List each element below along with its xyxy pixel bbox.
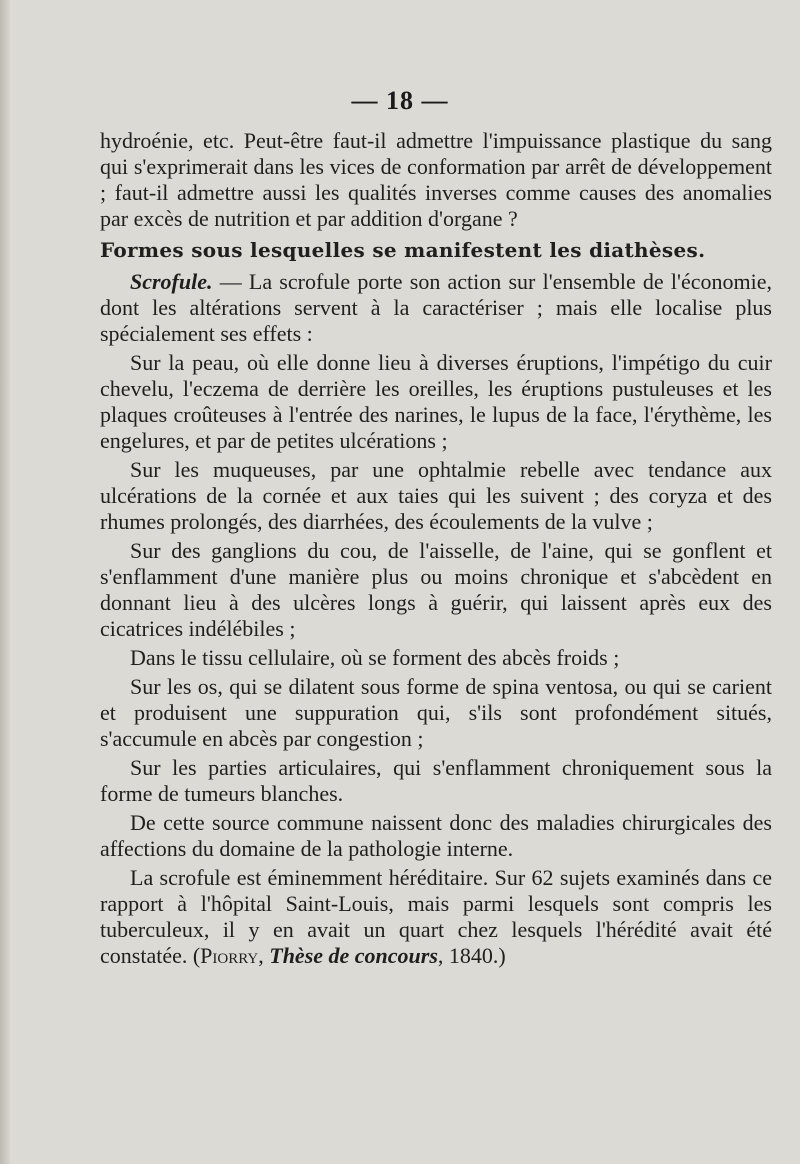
paragraph-muqueuses: Sur les muqueuses, par une ophtalmie rebelle avec tendance aux ulcérations de la cornée et aux taies qui les suivent ; des coryza et des rhumes prolongés, des diarrhées, des écoulements de la vulve ; — [100, 457, 772, 534]
paragraph-intro: hydroénie, etc. Peut-être faut-il admettre l'impuissance plastique du sang qui s'exprimerait dans les vices de conformation par arrêt de développement ; faut-il admettre aussi les qualités inverses comme causes des anomalies par excès de nutrition et par addition d'organe ? — [100, 128, 772, 231]
citation-title: Thèse de concours — [269, 943, 438, 968]
citation-end: , 1840.) — [437, 943, 506, 968]
paragraph-heredite — [100, 865, 772, 969]
paragraph-ganglions: Sur des ganglions du cou, de l'aisselle, de l'aine, qui se gonflent et s'enflamment d'une manière plus ou moins chronique et s'abcèdent en donnant lieu à des ulcères longs à guérir, qui laissent après eux des cicatrices indélébiles ; — [100, 538, 772, 641]
paragraph-os: Sur les os, qui se dilatent sous forme de spina ventosa, ou qui se carient et produisent une suppuration qui, s'ils sont profondément situés, s'accumule en abcès par congestion ; — [100, 674, 772, 751]
paragraph-articulaires: Sur les parties articulaires, qui s'enflamment chroniquement sous la forme de tumeurs blanches. — [100, 755, 772, 806]
paragraph-scrofule-text: — La scrofule porte son action sur l'ensemble de l'économie, dont les altérations servent à la caractériser ; mais elle localise plus spécialement ses effets : — [100, 269, 772, 346]
citation-author: Piorry — [200, 943, 259, 968]
paragraph-source: De cette source commune naissent donc des maladies chirurgicales des affections du domaine de la pathologie interne. — [100, 810, 772, 861]
paragraph-tissu: Dans le tissu cellulaire, où se forment des abcès froids ; — [130, 645, 620, 670]
paragraph-heredite-text: La scrofule est éminemment héréditaire. Sur 62 sujets examinés dans ce rapport à l'hôpital Saint-Louis, mais parmi lesquels sont compris les tuberculeux, il y en avait un quart chez lesquels l'hérédité avait été constatée. ( — [100, 865, 772, 968]
citation-separator: , — [258, 943, 270, 968]
page-spine-shadow — [0, 0, 10, 1164]
run-in-label: Scrofule. — [130, 269, 213, 294]
paragraph-scrofule — [100, 269, 772, 347]
paragraph-peau: Sur la peau, où elle donne lieu à diverses éruptions, l'impétigo du cuir chevelu, l'eczema de derrière les oreilles, les éruptions pustuleuses et les plaques croûteuses à l'entrée des narines, le lupus de la face, l'érythème, les engelures, et par de petites ulcérations ; — [100, 350, 772, 453]
section-heading: Formes sous lesquelles se manifestent les diathèses. — [100, 238, 706, 262]
page-number: — 18 — — [351, 86, 449, 115]
body-text — [100, 128, 772, 972]
